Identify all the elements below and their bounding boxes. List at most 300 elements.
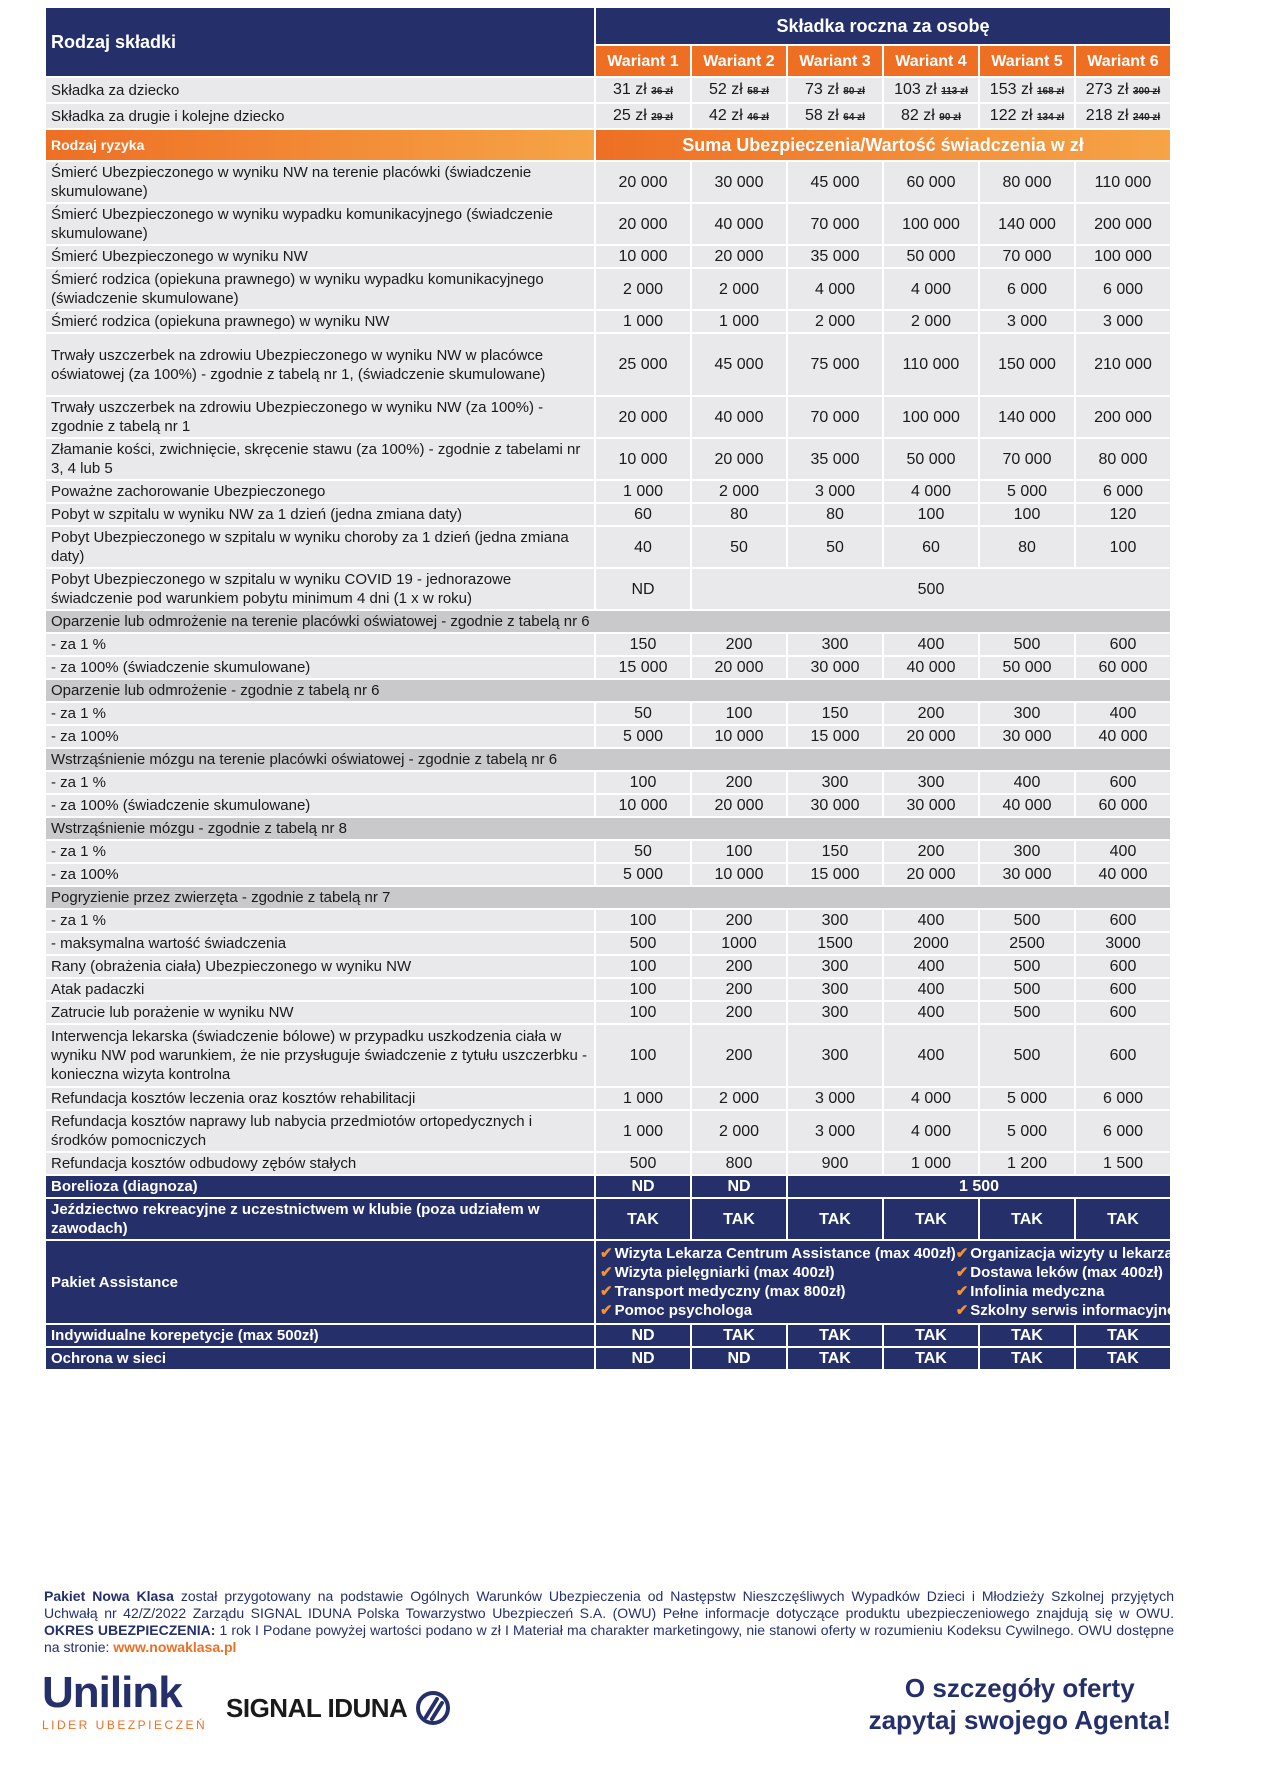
premium-current-price: 218 zł [1085,106,1129,124]
assistance-item [600,1263,956,1282]
risk-value: 300 [788,956,882,977]
table-row [46,703,1170,724]
risk-value: 15 000 [788,726,882,747]
premium-old-price: 36 zł [651,85,673,97]
table-row [46,569,1170,609]
risk-value: 100 [596,772,690,793]
jezdziectwo-value: TAK [1076,1199,1170,1239]
risk-value: 600 [1076,910,1170,931]
risk-value: 6 000 [980,269,1074,309]
assistance-item [956,1263,1281,1282]
risk-value: 50 000 [980,657,1074,678]
risk-label: Rany (obrażenia ciała) Ubezpieczonego w wyniku NW [46,956,594,977]
risk-label: Śmierć Ubezpieczonego w wyniku NW [46,246,594,267]
risk-value: 150 000 [980,334,1074,395]
risk-value: 2 000 [692,481,786,502]
risk-value: 110 000 [1076,162,1170,202]
risk-value: 1 000 [596,311,690,332]
footnote-text-1: został przygotowany na podstawie Ogólnych Warunków Ubezpieczenia od Następstw Nieszczęśliwych Wypadków Dzieci i Młodzieży Szkolnej przyjętych Uchwałą nr 42/Z/2022 Zarządu SIGNAL IDUNA Polska Towarzystwo Ubezpieczeń S.A. (OWU) Pełne informacje dotyczące produktu ubezpieczeniowego znajdują się w OWU. [44,1588,1174,1621]
risk-value: 300 [788,979,882,1000]
assistance-item-label: Infolinia medyczna [970,1283,1105,1300]
risk-value: 80 [788,504,882,525]
table-row [46,933,1170,954]
borelioza-value: ND [692,1176,786,1197]
risk-value: 60 [884,527,978,567]
risk-label: Śmierć rodzica (opiekuna prawnego) w wyniku NW [46,311,594,332]
risk-value: 100 000 [884,397,978,437]
risk-value: 20 000 [692,657,786,678]
premium-current-price: 25 zł [613,106,647,124]
premium-current-price: 58 zł [805,106,839,124]
risk-label: - za 100% [46,864,594,885]
borelioza-value-merged: 1 500 [788,1176,1170,1197]
risk-value: 500 [980,634,1074,655]
risk-value: 40 000 [1076,726,1170,747]
risk-label: Śmierć Ubezpieczonego w wyniku NW na terenie placówki (świadczenie skumulowane) [46,162,594,202]
borelioza-row [46,1176,1170,1197]
risk-label: - za 1 % [46,841,594,862]
unilink-logo-name: Unilink [42,1668,182,1717]
checkmark-icon: ✔ [955,1302,969,1319]
risk-value: 50 [788,527,882,567]
risk-value: 70 000 [980,439,1074,479]
premium-current-price: 52 zł [709,80,743,98]
borelioza-label: Borelioza (diagnoza) [46,1176,594,1197]
risk-value: 100 000 [1076,246,1170,267]
checkmark-icon: ✔ [600,1264,613,1281]
risk-value: 20 000 [692,795,786,816]
risk-label: Interwencja lekarska (świadczenie bólowe) w przypadku uszkodzenia ciała w wyniku NW pod warunkiem, że nie przysługuje świadczenie z tytułu uszczerbku - konieczna wizyta kontrolna [46,1025,594,1086]
risk-value: 1 000 [596,1111,690,1151]
risk-value: 4 000 [788,269,882,309]
assistance-item-label: Organizacja wizyty u lekarza specjalisty [970,1245,1254,1262]
risk-value: 6 000 [1076,1088,1170,1109]
variant-header: Wariant 2 [692,46,786,76]
variant-header: Wariant 3 [788,46,882,76]
risk-value: 1 000 [596,1088,690,1109]
assistance-item-label: Wizyta Lekarza Centrum Assistance (max 400zł) [614,1245,956,1262]
premium-label: Składka za drugie i kolejne dziecko [46,104,594,128]
risk-value: 100 [884,504,978,525]
ochrona-row [46,1348,1170,1369]
premium-row [46,104,1170,128]
risk-value: 80 [692,504,786,525]
assistance-item [600,1301,956,1320]
risk-value: 15 000 [596,657,690,678]
checkmark-icon: ✔ [955,1245,969,1262]
jezdziectwo-row [46,1199,1170,1239]
variant-header: Wariant 5 [980,46,1074,76]
table-row [46,979,1170,1000]
risk-label: Pobyt w szpitalu w wyniku NW za 1 dzień (jedna zmiana daty) [46,504,594,525]
premium-current-price: 103 zł [894,80,937,98]
risk-label: - za 1 % [46,634,594,655]
table-row [46,795,1170,816]
premium-current-price: 122 zł [989,106,1033,124]
assistance-item-label: Wizyta pielęgniarki (max 400zł) [614,1264,835,1281]
risk-value: 10 000 [596,795,690,816]
risk-value: 600 [1076,979,1170,1000]
risk-value: 500 [980,1025,1074,1086]
risk-value: 45 000 [692,334,786,395]
korepetycje-value: TAK [1076,1325,1170,1346]
agent-cta-line-1: O szczegóły oferty [904,1673,1135,1703]
risk-value: 140 000 [980,397,1074,437]
risk-label: - za 100% (świadczenie skumulowane) [46,795,594,816]
risk-value: 400 [884,634,978,655]
risk-value: 120 [1076,504,1170,525]
korepetycje-value: TAK [884,1325,978,1346]
premium-price [692,104,786,128]
risk-value: 4 000 [884,1111,978,1151]
premium-old-price: 134 zł [1036,111,1065,123]
jezdziectwo-value: TAK [980,1199,1074,1239]
risk-label: - za 1 % [46,772,594,793]
korepetycje-value: TAK [692,1325,786,1346]
risk-value: 30 000 [788,795,882,816]
risk-value: 200 [692,634,786,655]
ochrona-value: ND [596,1348,690,1369]
risk-value: 500 [980,1002,1074,1023]
risk-value: 1 000 [884,1153,978,1174]
risk-value: 35 000 [788,439,882,479]
premium-price [884,78,978,102]
premium-current-price: 153 zł [989,80,1033,98]
unilink-logo [42,1670,212,1740]
risk-value: 400 [1076,841,1170,862]
section-row [46,818,1170,839]
table-row [46,864,1170,885]
assistance-item-label: Szkolny serwis informacyjno-organizacyjny [970,1302,1281,1319]
risk-value: 6 000 [1076,481,1170,502]
risk-value: 2 000 [692,1111,786,1151]
footnote-period-label: OKRES UBEZPIECZENIA: [44,1622,216,1638]
risk-type-header: Rodzaj ryzyka [46,130,594,160]
table-row [46,162,1170,202]
risk-value: 40 [596,527,690,567]
agent-cta-line-2: zapytaj swojego Agenta! [868,1705,1171,1735]
premium-old-price: 46 zł [747,111,769,123]
risk-value: 2500 [980,933,1074,954]
section-row [46,611,1170,632]
jezdziectwo-value: TAK [692,1199,786,1239]
ochrona-value: TAK [1076,1348,1170,1369]
risk-value: 1 500 [1076,1153,1170,1174]
risk-label: Pobyt Ubezpieczonego w szpitalu w wyniku choroby za 1 dzień (jedna zmiana daty) [46,527,594,567]
table-row [46,334,1170,395]
risk-value: 2 000 [596,269,690,309]
risk-value: 10 000 [692,726,786,747]
table-row [46,1153,1170,1174]
risk-label: Pobyt Ubezpieczonego w szpitalu w wyniku COVID 19 - jednorazowe świadczenie pod warunkiem pobytu minimum 4 dni (1 x w roku) [46,569,594,609]
risk-value: 50 000 [884,246,978,267]
risk-value: 100 [596,1025,690,1086]
section-label: Oparzenie lub odmrożenie - zgodnie z tabelą nr 6 [46,680,1170,701]
premium-price [980,78,1074,102]
risk-value: 300 [788,910,882,931]
variant-header: Wariant 6 [1076,46,1170,76]
risk-value: 900 [788,1153,882,1174]
risk-value: 80 000 [980,162,1074,202]
risk-value: 80 000 [1076,439,1170,479]
ochrona-value: TAK [980,1348,1074,1369]
risk-value: 100 [692,703,786,724]
risk-label: - za 1 % [46,910,594,931]
risk-value: 300 [788,1002,882,1023]
risk-label: Refundacja kosztów odbudowy zębów stałych [46,1153,594,1174]
risk-value: 80 [980,527,1074,567]
annual-premium-header: Składka roczna za osobę [596,8,1170,44]
risk-value: 400 [884,979,978,1000]
section-label: Wstrząśnienie mózgu - zgodnie z tabelą nr 8 [46,818,1170,839]
table-row [46,397,1170,437]
jezdziectwo-value: TAK [884,1199,978,1239]
premium-current-price: 42 zł [709,106,743,124]
risk-value: 5 000 [980,1111,1074,1151]
checkmark-icon: ✔ [955,1264,969,1281]
risk-value: 60 [596,504,690,525]
risk-value: 150 [596,634,690,655]
risk-value: 60 000 [1076,795,1170,816]
premium-current-price: 82 zł [901,106,935,124]
risk-value: 5 000 [596,864,690,885]
risk-label: Poważne zachorowanie Ubezpieczonego [46,481,594,502]
risk-value: 400 [884,1002,978,1023]
risk-value: 3 000 [980,311,1074,332]
risk-value: 1500 [788,933,882,954]
risk-value: 20 000 [692,246,786,267]
premium-current-price: 73 zł [805,80,839,98]
risk-value: 20 000 [596,397,690,437]
risk-label: Zatrucie lub porażenie w wyniku NW [46,1002,594,1023]
risk-value: 500 [980,956,1074,977]
section-label: Pogryzienie przez zwierzęta - zgodnie z tabelą nr 7 [46,887,1170,908]
signal-iduna-logo-name: SIGNAL IDUNA [226,1692,408,1723]
premium-old-price: 80 zł [843,85,865,97]
risk-value: 300 [788,634,882,655]
jezdziectwo-value: TAK [788,1199,882,1239]
risk-value: 2 000 [692,269,786,309]
ochrona-value: TAK [884,1348,978,1369]
checkmark-icon: ✔ [600,1302,613,1319]
footnote-url-link[interactable]: www.nowaklasa.pl [113,1639,237,1655]
assistance-item-label: Transport medyczny (max 800zł) [614,1283,846,1300]
risk-value: 600 [1076,772,1170,793]
risk-value: 100 [596,956,690,977]
premium-row [46,78,1170,102]
table-row [46,439,1170,479]
risk-value: 400 [884,956,978,977]
risk-label: Refundacja kosztów leczenia oraz kosztów rehabilitacji [46,1088,594,1109]
table-row [46,1088,1170,1109]
risk-value: 30 000 [692,162,786,202]
risk-value: 2 000 [788,311,882,332]
risk-value: 50 [596,703,690,724]
risk-value: 3 000 [1076,311,1170,332]
risk-value: 30 000 [788,657,882,678]
risk-value: 20 000 [692,439,786,479]
risk-value: 300 [980,703,1074,724]
ochrona-value: ND [692,1348,786,1369]
premium-old-price: 240 zł [1132,111,1161,123]
signal-iduna-logo [226,1690,451,1726]
risk-value: 40 000 [884,657,978,678]
risk-value: 6 000 [1076,269,1170,309]
risk-value: 4 000 [884,269,978,309]
risk-value: 4 000 [884,481,978,502]
table-row [46,657,1170,678]
risk-value: 300 [788,1025,882,1086]
risk-value: 25 000 [596,334,690,395]
premium-price [692,78,786,102]
risk-value: 3 000 [788,481,882,502]
risk-value: 400 [884,910,978,931]
risk-value: 200 [692,1002,786,1023]
risk-label: Trwały uszczerbek na zdrowiu Ubezpieczonego w wyniku NW w placówce oświatowej (za 100%) - zgodnie z tabelą nr 1, (świadczenie skumulowane) [46,334,594,395]
risk-value: 600 [1076,1025,1170,1086]
premium-price [980,104,1074,128]
premium-price [596,104,690,128]
footnote-text-2: 1 rok I Podane powyżej wartości podano w zł I Materiał ma charakter marketingowy, nie stanowi oferty w rozumieniu Kodeksu Cywilnego. OWU dostępne na stronie: [44,1622,1175,1655]
korepetycje-row [46,1325,1170,1346]
risk-value: 10 000 [596,246,690,267]
variant-header: Wariant 1 [596,46,690,76]
risk-value: 150 [788,841,882,862]
risk-value: 400 [980,772,1074,793]
risk-value: 500 [980,979,1074,1000]
risk-value: 600 [1076,1002,1170,1023]
risk-value: 300 [980,841,1074,862]
assistance-row [46,1241,1170,1323]
table-row [46,527,1170,567]
table-row [46,246,1170,267]
premium-price [596,78,690,102]
risk-value: 4 000 [884,1088,978,1109]
signal-iduna-mark-icon [415,1690,451,1726]
premium-price [788,78,882,102]
table-row [46,634,1170,655]
section-label: Wstrząśnienie mózgu na terenie placówki oświatowej - zgodnie z tabelą nr 6 [46,749,1170,770]
risk-value: 70 000 [788,397,882,437]
risk-value: 100 [596,910,690,931]
ochrona-label: Ochrona w sieci [46,1348,594,1369]
risk-value: 1 000 [596,481,690,502]
risk-value: 40 000 [692,204,786,244]
assistance-item-label: Dostawa leków (max 400zł) [970,1264,1163,1281]
variant-header: Wariant 4 [884,46,978,76]
risk-value: 100 [596,979,690,1000]
section-row [46,749,1170,770]
premium-old-price: 58 zł [747,85,769,97]
risk-value: 600 [1076,956,1170,977]
insurance-table [44,6,1281,1371]
risk-value: 2 000 [692,1088,786,1109]
risk-label: Atak padaczki [46,979,594,1000]
risk-value: 500 [596,933,690,954]
table-row [46,1025,1170,1086]
premium-old-price: 113 zł [941,85,968,97]
footnote [44,1588,1174,1656]
risk-label: - za 100% (świadczenie skumulowane) [46,657,594,678]
risk-value: 400 [1076,703,1170,724]
risk-value: 35 000 [788,246,882,267]
risk-value: 800 [692,1153,786,1174]
table-row [46,269,1170,309]
risk-value: 3000 [1076,933,1170,954]
risk-value: 210 000 [1076,334,1170,395]
korepetycje-value: TAK [788,1325,882,1346]
section-row [46,680,1170,701]
assistance-column-right [956,1244,1281,1320]
assistance-services [596,1241,1281,1323]
risk-label: Trwały uszczerbek na zdrowiu Ubezpieczonego w wyniku NW (za 100%) - zgodnie z tabelą nr 1 [46,397,594,437]
risk-value: 100 [1076,527,1170,567]
risk-header-row [46,130,1170,160]
table-row [46,311,1170,332]
korepetycje-label: Indywidualne korepetycje (max 500zł) [46,1325,594,1346]
sum-insured-header: Suma Ubezpieczenia/Wartość świadczenia w zł [596,130,1170,160]
risk-value: 5 000 [596,726,690,747]
premium-price [788,104,882,128]
assistance-item [956,1301,1281,1320]
risk-label: - za 1 % [46,703,594,724]
table-row [46,841,1170,862]
premium-current-price: 31 zł [613,80,647,98]
risk-label: Śmierć rodzica (opiekuna prawnego) w wyniku wypadku komunikacyjnego (świadczenie skumulowane) [46,269,594,309]
table-row [46,772,1170,793]
risk-value: 100 [596,1002,690,1023]
risk-value: 75 000 [788,334,882,395]
premium-old-price: 168 zł [1036,85,1065,97]
table-row [46,481,1170,502]
table-row [46,204,1170,244]
risk-value-merged: 500 [692,569,1170,609]
assistance-item [600,1282,956,1301]
table-row [46,726,1170,747]
risk-value: 50 000 [884,439,978,479]
risk-value: 40 000 [692,397,786,437]
risk-value: 600 [1076,634,1170,655]
risk-value: 150 [788,703,882,724]
risk-label: - za 100% [46,726,594,747]
risk-value: 5 000 [980,481,1074,502]
risk-value: 5 000 [980,1088,1074,1109]
premium-current-price: 273 zł [1085,80,1129,98]
risk-value: 15 000 [788,864,882,885]
risk-value: 70 000 [980,246,1074,267]
risk-value: 3 000 [788,1111,882,1151]
risk-value: 50 [692,527,786,567]
premium-old-price: 64 zł [843,111,865,123]
risk-label: Złamanie kości, zwichnięcie, skręcenie stawu (za 100%) - zgodnie z tabelami nr 3, 4 lub 5 [46,439,594,479]
table-row [46,504,1170,525]
assistance-label: Pakiet Assistance [46,1241,594,1323]
assistance-column-left [600,1244,956,1320]
premium-price [1076,104,1170,128]
checkmark-icon: ✔ [955,1283,969,1300]
risk-value: 500 [596,1153,690,1174]
risk-value: 3 000 [788,1088,882,1109]
risk-value: 10 000 [596,439,690,479]
risk-value: 10 000 [692,864,786,885]
premium-old-price: 29 zł [651,111,673,123]
risk-value: 200 [692,1025,786,1086]
unilink-logo-tagline: LIDER UBEZPIECZEŃ [42,1718,208,1732]
risk-value: 200 [692,979,786,1000]
risk-value: 100 [692,841,786,862]
table-row [46,956,1170,977]
jezdziectwo-label: Jeździectwo rekreacyjne z uczestnictwem w klubie (poza udziałem w zawodach) [46,1199,594,1239]
